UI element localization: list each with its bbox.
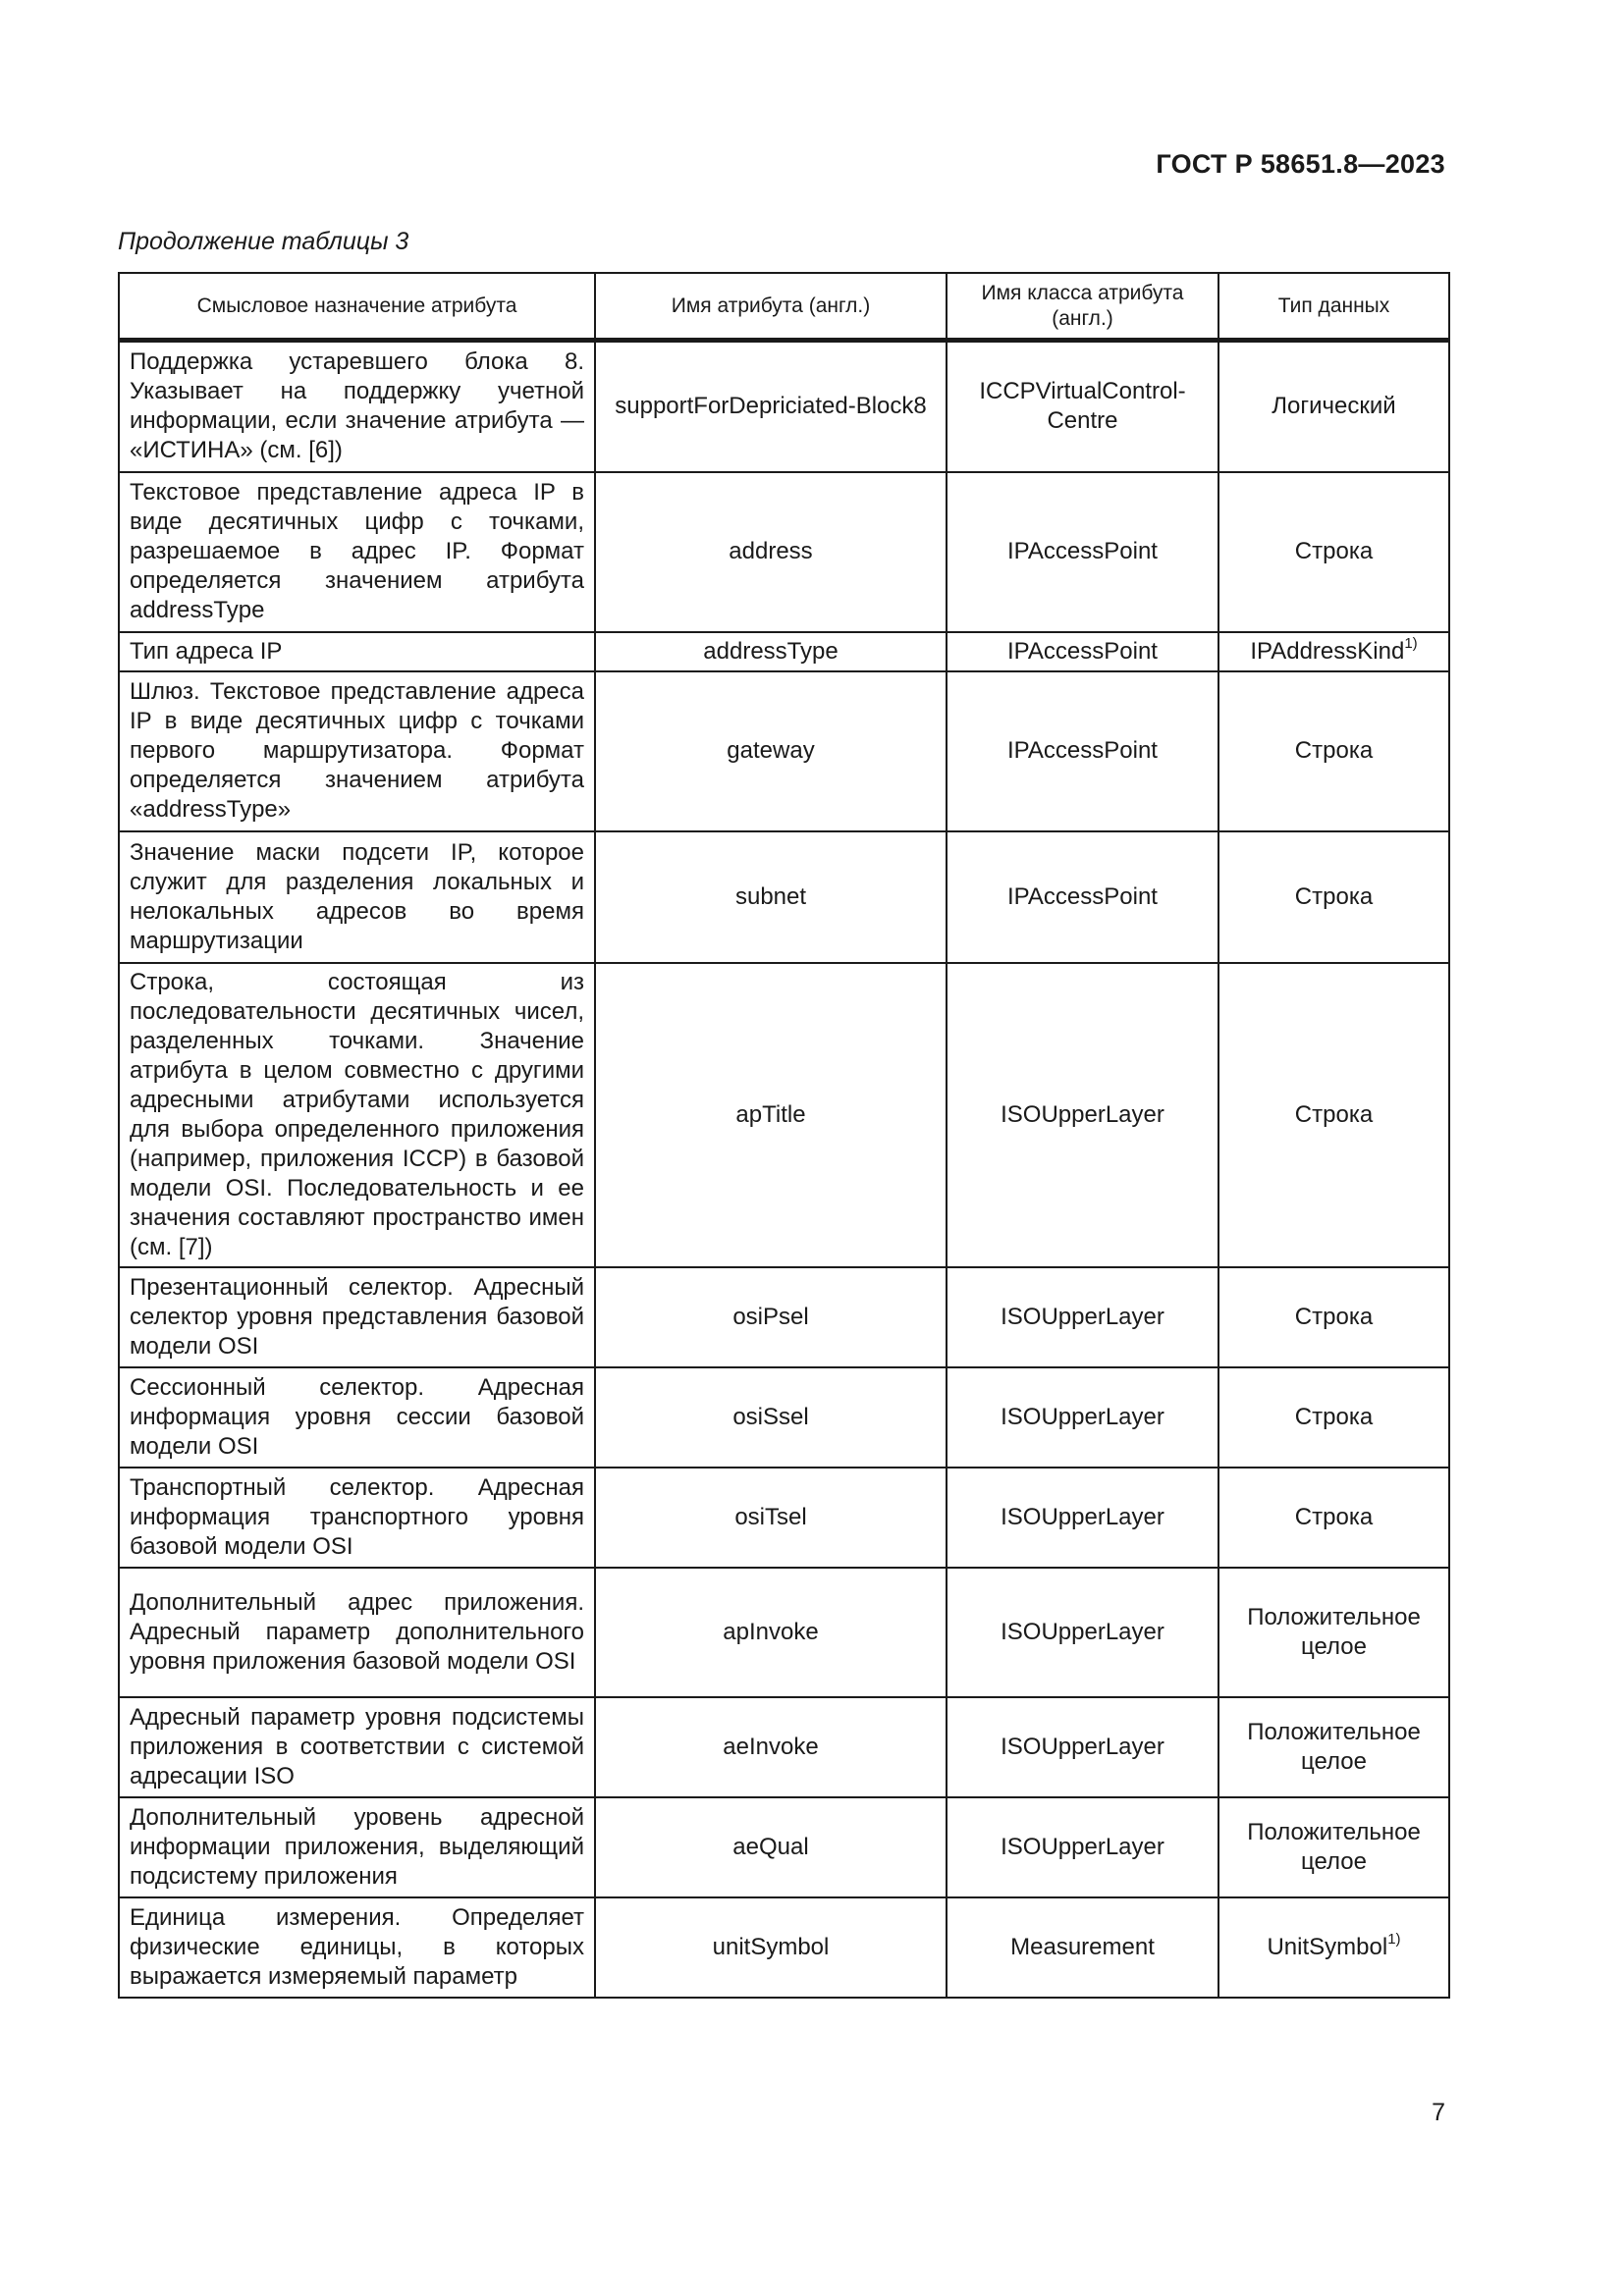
data-type-text: Строка: [1294, 1100, 1374, 1128]
table-row: [119, 963, 1449, 1267]
cell-description: Адресный параметр уровня подсистемы приложения в соответствии с системой адресации ISO: [119, 1697, 595, 1797]
table-row: [119, 831, 1449, 963]
cell-class-name: ISOUpperLayer: [947, 1267, 1218, 1367]
cell-class-name: ISOUpperLayer: [947, 1797, 1218, 1897]
table-row: [119, 1267, 1449, 1367]
cell-attribute-name: supportForDepriciated-Block8: [595, 341, 947, 472]
table-row: [119, 1697, 1449, 1797]
cell-class-name: ISOUpperLayer: [947, 963, 1218, 1267]
cell-class-name: Measurement: [947, 1897, 1218, 1998]
footnote-mark: 1): [1404, 634, 1418, 652]
table-header-row: [119, 273, 1449, 341]
cell-class-name: IPAccessPoint: [947, 632, 1218, 671]
cell-description: Текстовое представление адреса IP в виде десятичных цифр с точками, разрешаемое в адрес IP. Формат определяется значением атрибута addressType: [119, 472, 595, 632]
cell-data-type: [1218, 1367, 1449, 1468]
data-type-text: Положительное целое: [1247, 1603, 1421, 1660]
table-continuation-caption: Продолжение таблицы 3: [118, 228, 409, 255]
cell-data-type: [1218, 1697, 1449, 1797]
cell-description: Дополнительный адрес приложения. Адресный параметр дополнительного уровня приложения базовой модели OSI: [119, 1568, 595, 1697]
cell-description: Сессионный селектор. Адресная информация уровня сессии базовой модели OSI: [119, 1367, 595, 1468]
cell-attribute-name: osiTsel: [595, 1468, 947, 1568]
table-row: [119, 1367, 1449, 1468]
cell-attribute-name: addressType: [595, 632, 947, 671]
cell-class-name: IPAccessPoint: [947, 671, 1218, 831]
cell-class-name: ISOUpperLayer: [947, 1468, 1218, 1568]
column-header-attribute-name: Имя атрибута (англ.): [595, 273, 947, 341]
cell-attribute-name: aeQual: [595, 1797, 947, 1897]
data-type-text: UnitSymbol: [1267, 1933, 1388, 1960]
cell-data-type: [1218, 963, 1449, 1267]
data-type-text: IPAddressKind: [1250, 637, 1405, 665]
cell-attribute-name: subnet: [595, 831, 947, 963]
table-row: [119, 1568, 1449, 1697]
table-row: [119, 671, 1449, 831]
cell-description: Тип адреса IP: [119, 632, 595, 671]
cell-data-type: [1218, 1797, 1449, 1897]
cell-description: Шлюз. Текстовое представление адреса IP в виде десятичных цифр с точками первого маршрутизатора. Формат определяется значением атрибута «addressType»: [119, 671, 595, 831]
cell-description: Единица измерения. Определяет физические единицы, в которых выражается измеряемый параметр: [119, 1897, 595, 1998]
data-type-text: Строка: [1294, 1403, 1374, 1430]
cell-description: Дополнительный уровень адресной информации приложения, выделяющий подсистему приложения: [119, 1797, 595, 1897]
table-row: [119, 341, 1449, 472]
cell-description: Значение маски подсети IP, которое служит для разделения локальных и нелокальных адресов во время маршрутизации: [119, 831, 595, 963]
data-type-text: Строка: [1294, 737, 1374, 764]
cell-data-type: [1218, 1468, 1449, 1568]
column-header-purpose: Смысловое назначение атрибута: [119, 273, 595, 341]
cell-description: Строка, состоящая из последовательности десятичных чисел, разделенных точками. Значение атрибута в целом совместно с другими адресными атрибутами используется для выбора определенного приложения (например, приложения ICCP) в базовой модели OSI. Последовательность и ее значения составляют пространство имен (см. [7]): [119, 963, 595, 1267]
cell-attribute-name: gateway: [595, 671, 947, 831]
data-type-text: Строка: [1294, 1503, 1374, 1530]
cell-data-type: [1218, 831, 1449, 963]
cell-description: Презентационный селектор. Адресный селектор уровня представления базовой модели OSI: [119, 1267, 595, 1367]
cell-class-name: IPAccessPoint: [947, 472, 1218, 632]
cell-description: Транспортный селектор. Адресная информация транспортного уровня базовой модели OSI: [119, 1468, 595, 1568]
cell-data-type: [1218, 671, 1449, 831]
data-type-text: Строка: [1294, 882, 1374, 910]
cell-data-type: [1218, 632, 1449, 671]
cell-attribute-name: apInvoke: [595, 1568, 947, 1697]
cell-attribute-name: apTitle: [595, 963, 947, 1267]
cell-attribute-name: osiSsel: [595, 1367, 947, 1468]
table-row: [119, 1897, 1449, 1998]
cell-attribute-name: address: [595, 472, 947, 632]
data-type-text: Положительное целое: [1247, 1818, 1421, 1875]
cell-attribute-name: aeInvoke: [595, 1697, 947, 1797]
cell-description: Поддержка устаревшего блока 8. Указывает на поддержку учетной информации, если значение атрибута — «ИСТИНА» (см. [6]): [119, 341, 595, 472]
table-row: [119, 632, 1449, 671]
cell-attribute-name: osiPsel: [595, 1267, 947, 1367]
cell-class-name: ISOUpperLayer: [947, 1367, 1218, 1468]
cell-class-name: ICCPVirtualControl-Centre: [947, 341, 1218, 472]
document-code: ГОСТ Р 58651.8—2023: [1156, 149, 1445, 179]
table-row: [119, 1797, 1449, 1897]
cell-data-type: [1218, 472, 1449, 632]
cell-data-type: [1218, 1568, 1449, 1697]
table-row: [119, 472, 1449, 632]
data-type-text: Логический: [1272, 393, 1396, 420]
table-row: [119, 1468, 1449, 1568]
cell-data-type: [1218, 341, 1449, 472]
page-number: 7: [1432, 2099, 1445, 2126]
data-type-text: Строка: [1294, 538, 1374, 564]
column-header-class-name: Имя класса атрибута (англ.): [947, 273, 1218, 341]
data-type-text: Положительное целое: [1247, 1718, 1421, 1775]
footnote-mark: 1): [1387, 1930, 1401, 1948]
attributes-table: [118, 272, 1450, 1999]
cell-data-type: [1218, 1267, 1449, 1367]
data-type-text: Строка: [1294, 1303, 1374, 1330]
cell-class-name: ISOUpperLayer: [947, 1568, 1218, 1697]
column-header-data-type: Тип данных: [1218, 273, 1449, 341]
cell-class-name: ISOUpperLayer: [947, 1697, 1218, 1797]
cell-data-type: [1218, 1897, 1449, 1998]
cell-class-name: IPAccessPoint: [947, 831, 1218, 963]
cell-attribute-name: unitSymbol: [595, 1897, 947, 1998]
